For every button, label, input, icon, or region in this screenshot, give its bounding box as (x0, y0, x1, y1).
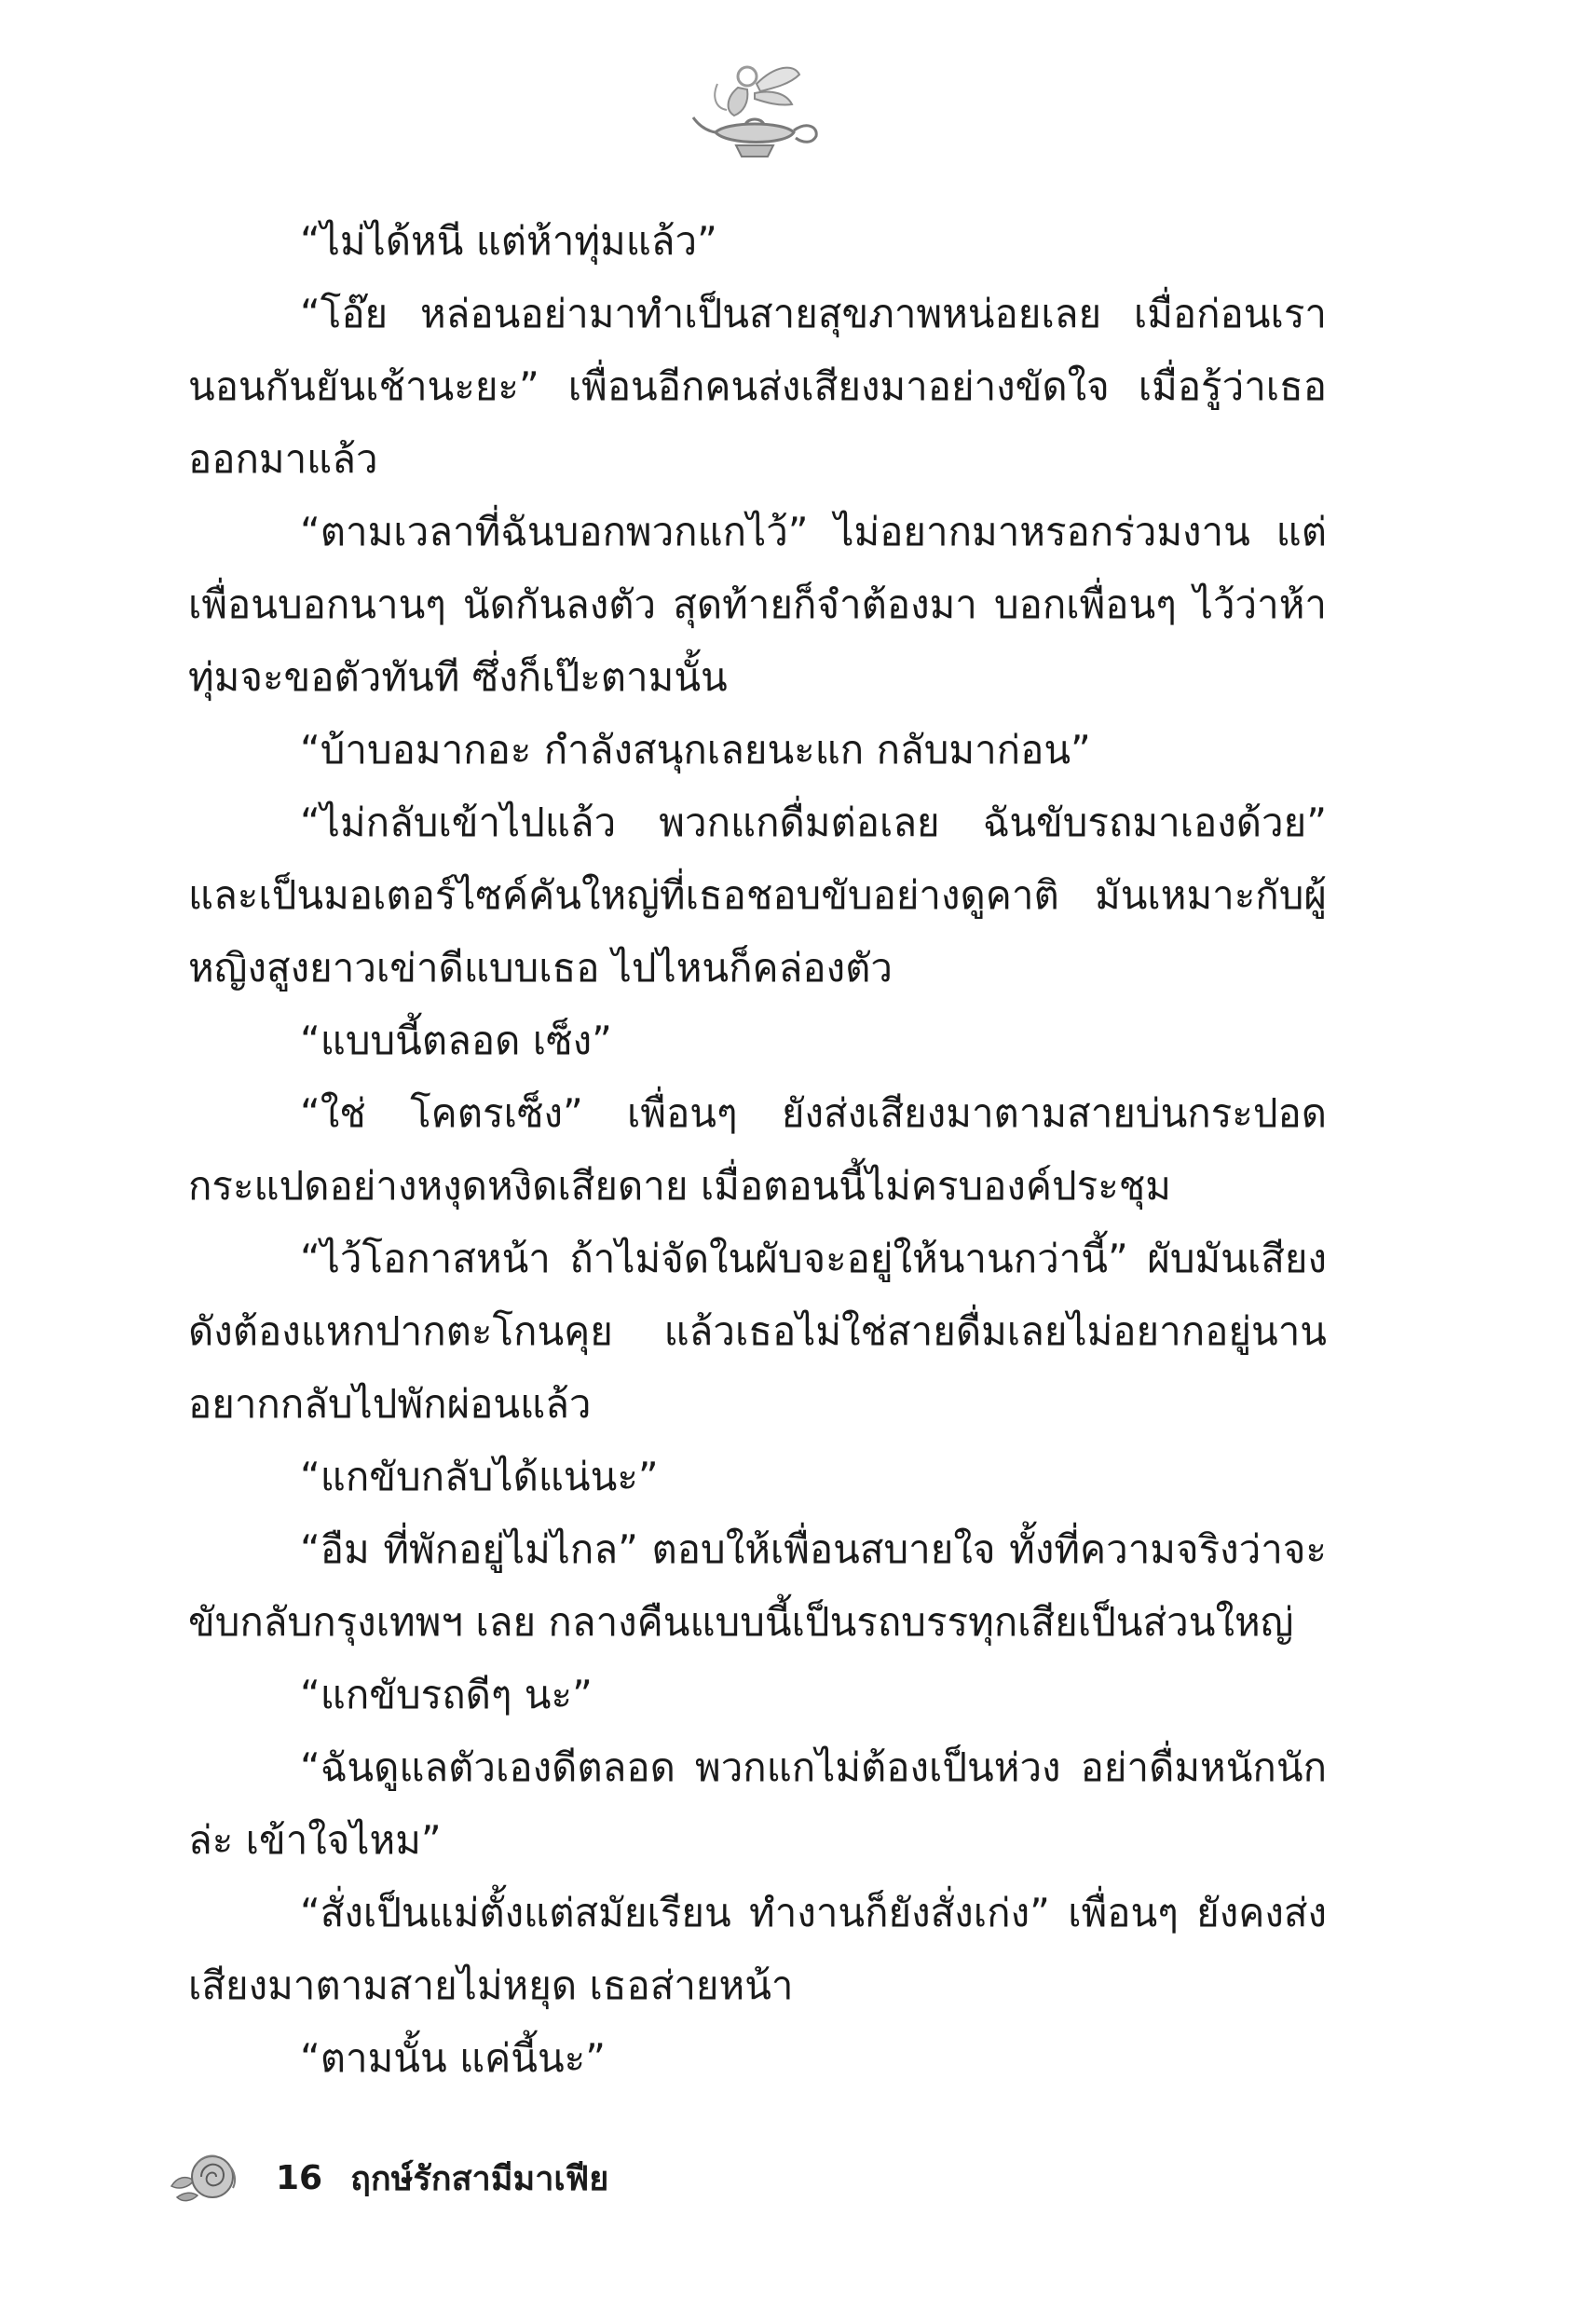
paragraph: “สั่งเป็นแม่ตั้งแต่สมัยเรียน ทำงานก็ยังสั่งเก่ง” เพื่อนๆ ยังคงส่งเสียงมาตามสายไม่หยุด เธอส่ายหน้า (188, 1890, 1327, 2008)
paragraph: “ตามเวลาที่ฉันบอกพวกแกไว้” ไม่อยากมาหรอกร่วมงาน แต่เพื่อนบอกนานๆ นัดกันลงตัว สุดท้ายก็จำต้องมา บอกเพื่อนๆ ไว้ว่าห้าทุ่มจะขอตัวทันที ซึ่งก็เป๊ะตามนั้น (188, 509, 1327, 700)
paragraph: “ไว้โอกาสหน้า ถ้าไม่จัดในผับจะอยู่ให้นานกว่านี้” ผับมันเสียงดังต้องแหกปากตะโกนคุย แล้วเธอไม่ใช่สายดื่มเลยไม่อยากอยู่นาน อยากกลับไปพักผ่อนแล้ว (188, 1236, 1327, 1427)
paragraph: “ตามนั้น แค่นี้นะ” (300, 2035, 606, 2081)
rose-icon (168, 2149, 242, 2207)
paragraph: “ใช่ โคตรเซ็ง” เพื่อนๆ ยังส่งเสียงมาตามสายบ่นกระปอดกระแปดอย่างหงุดหงิดเสียดาย เมื่อตอนนี้ไม่ครบองค์ประชุม (188, 1090, 1327, 1209)
page-footer (168, 2145, 608, 2210)
header-ornament-icon (689, 56, 829, 166)
page-number: 16 (276, 2158, 323, 2197)
book-title: ฤกษ์รักสามีมาเฟีย (350, 2159, 609, 2198)
paragraph: “แบบนี้ตลอด เซ็ง” (300, 1018, 612, 1063)
paragraph: “ไม่ได้หนี แต่ห้าทุ่มแล้ว” (300, 218, 717, 264)
paragraph: “ฉันดูแลตัวเองดีตลอด พวกแกไม่ต้องเป็นห่วง อย่าดื่มหนักนักล่ะ เข้าใจไหม” (188, 1744, 1327, 1863)
paragraph: “โอ๊ย หล่อนอย่ามาทำเป็นสายสุขภาพหน่อยเลย เมื่อก่อนเรานอนกันยันเช้านะยะ” เพื่อนอีกคนส่งเสียงมาอย่างขัดใจ เมื่อรู้ว่าเธอออกมาแล้ว (188, 291, 1327, 482)
paragraph: “แกขับรถดีๆ นะ” (300, 1672, 593, 1717)
body-text (188, 205, 1327, 2095)
paragraph: “อืม ที่พักอยู่ไม่ไกล” ตอบให้เพื่อนสบายใจ ทั้งที่ความจริงว่าจะขับกลับกรุงเทพฯ เลย กลางคืนแบบนี้เป็นรถบรรทุกเสียเป็นส่วนใหญ่ (188, 1526, 1327, 1645)
paragraph: “บ้าบอมากอะ กำลังสนุกเลยนะแก กลับมาก่อน” (300, 727, 1091, 773)
paragraph: “แกขับกลับได้แน่นะ” (300, 1454, 659, 1499)
paragraph: “ไม่กลับเข้าไปแล้ว พวกแกดื่มต่อเลย ฉันขับรถมาเองด้วย” และเป็นมอเตอร์ไซค์คันใหญ่ที่เธอชอบขับอย่างดูคาติ มันเหมาะกับผู้หญิงสูงยาวเข่าดีแบบเธอ ไปไหนก็คล่องตัว (188, 800, 1327, 991)
